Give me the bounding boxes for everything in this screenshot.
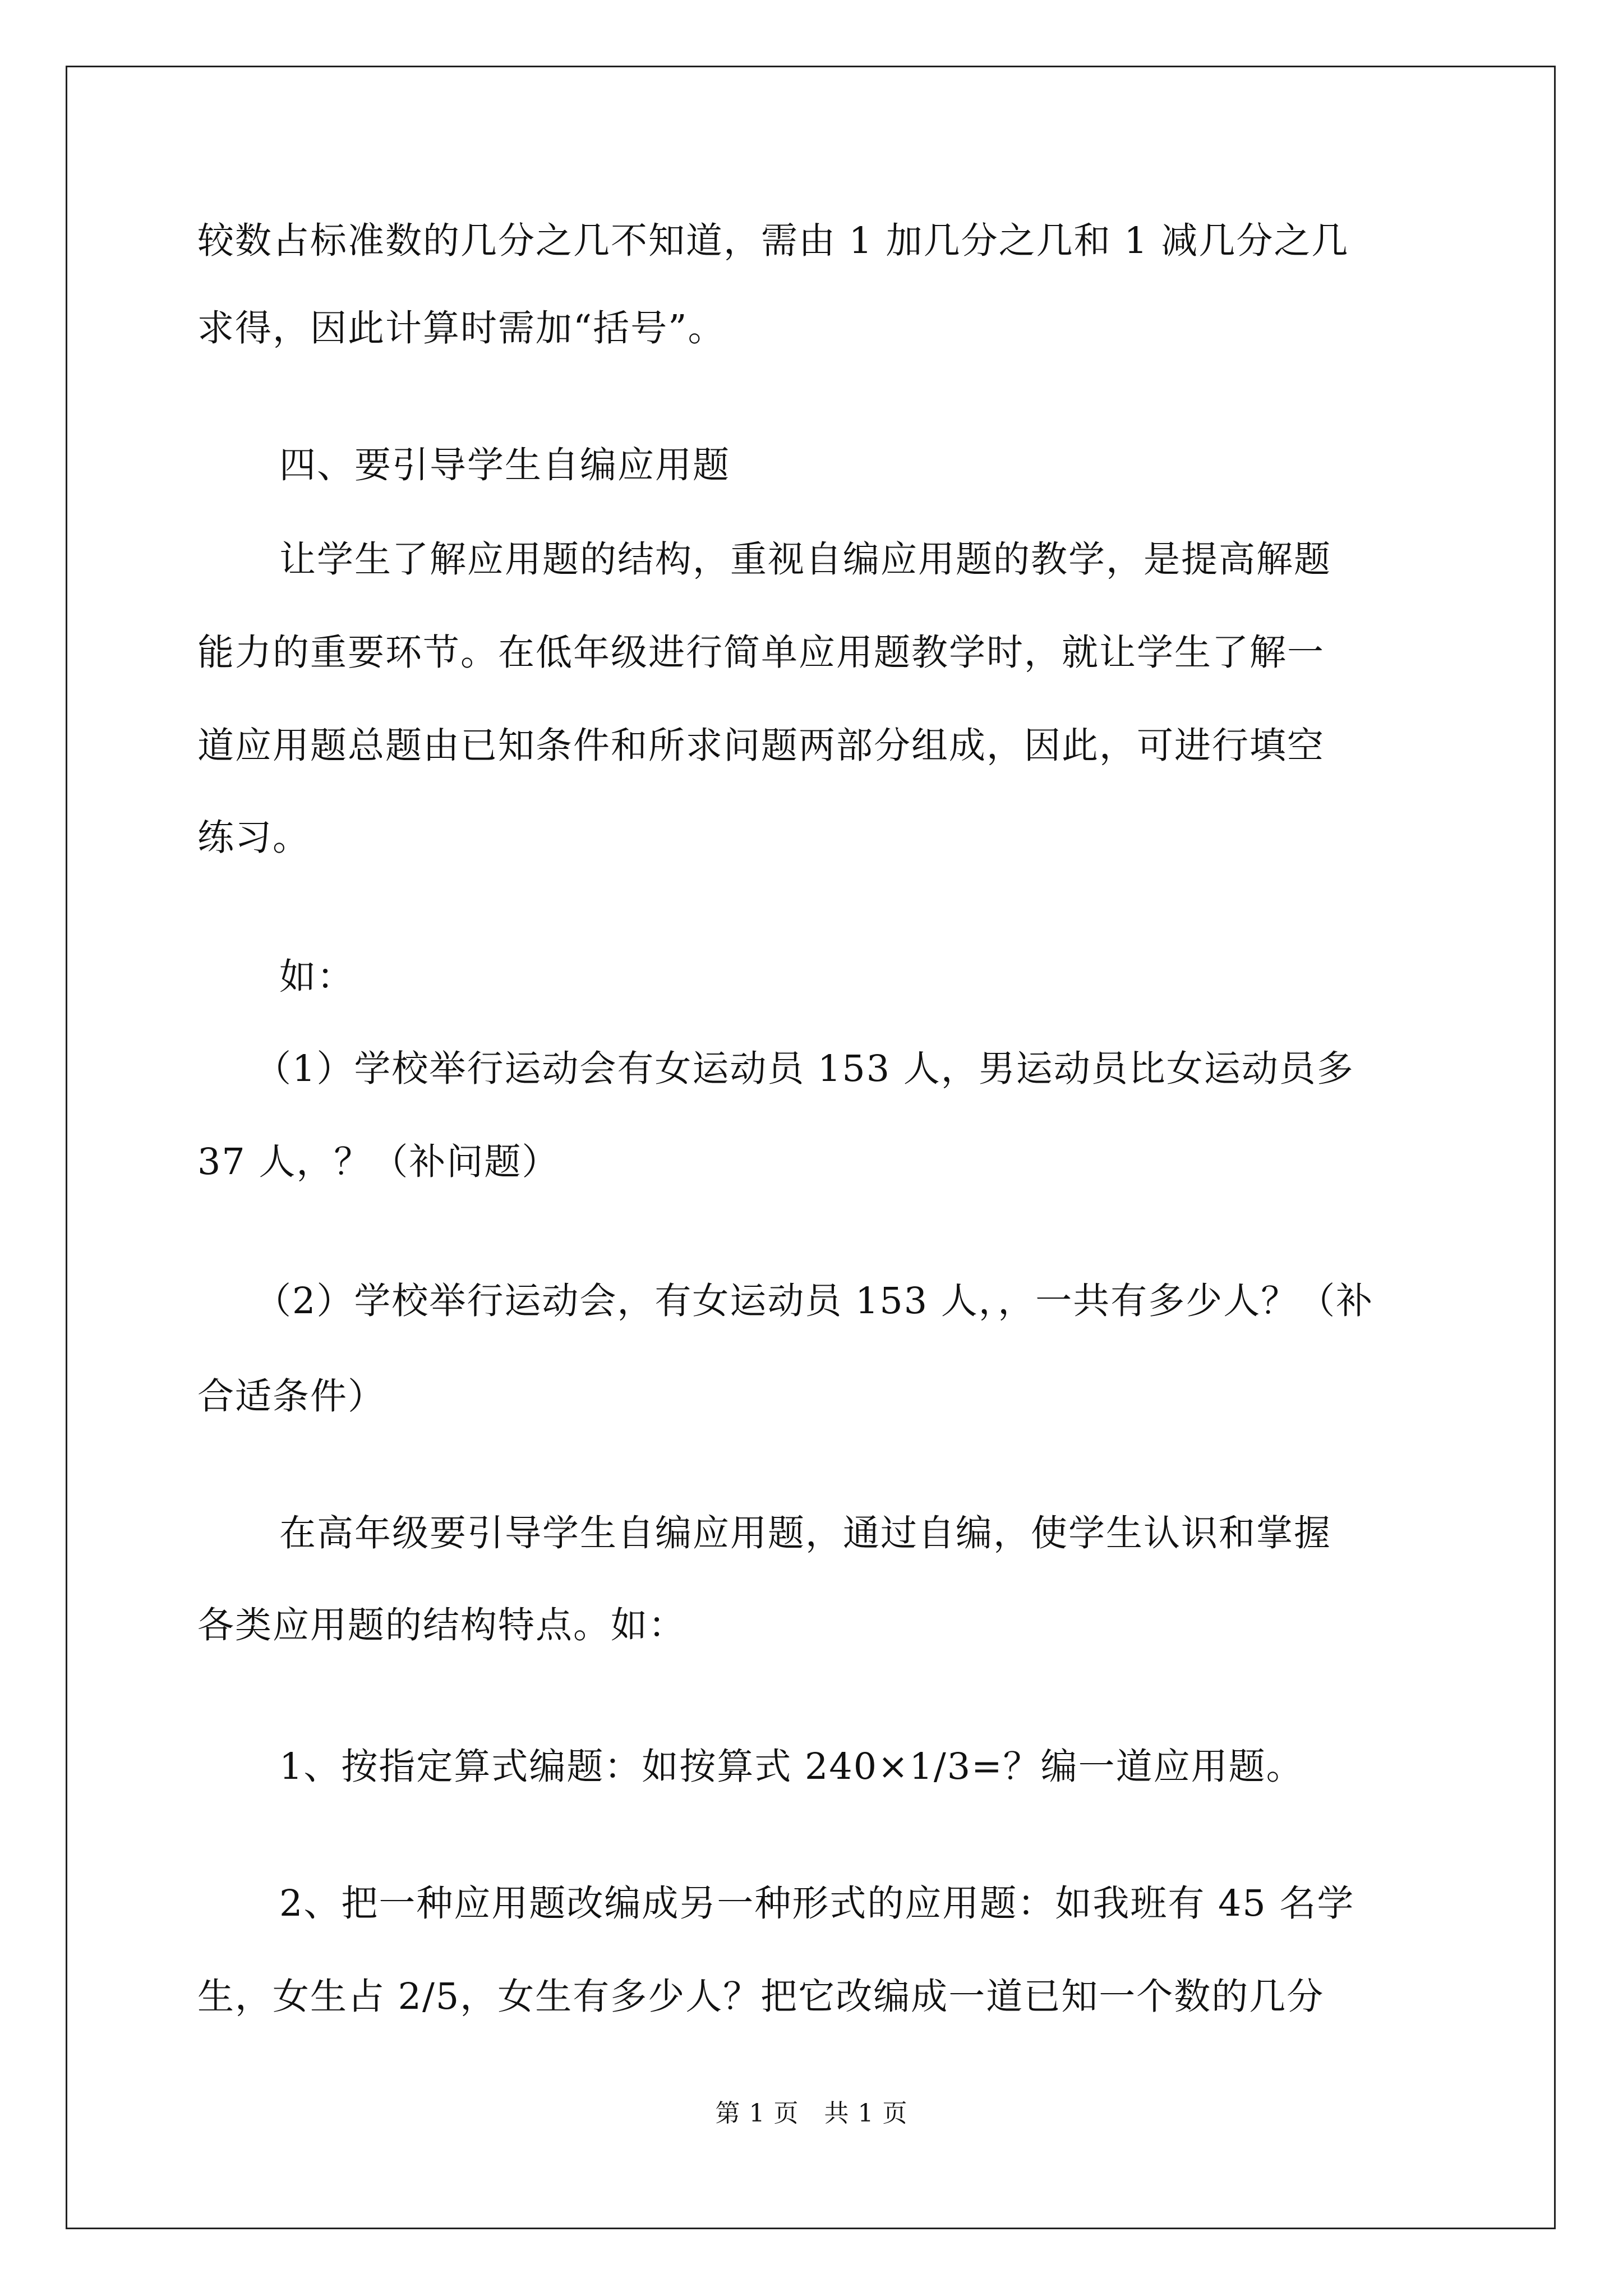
page-number: 第 1 页 共 1 页 — [715, 2099, 908, 2128]
text-line: 2、把一种应用题改编成另一种形式的应用题：如我班有 45 名学 — [279, 1883, 1355, 1925]
text-line: 37 人，？（补问题） — [197, 1141, 560, 1183]
text-line: 让学生了解应用题的结构，重视自编应用题的教学，是提高解题 — [279, 539, 1332, 581]
text-line: 1、按指定算式编题：如按算式 240×1/3=？编一道应用题。 — [279, 1746, 1304, 1788]
text-line: （2）学校举行运动会，有女运动员 153 人，，一共有多少人？（补 — [255, 1280, 1374, 1322]
text-line: 合适条件） — [197, 1375, 386, 1418]
text-line: 如： — [279, 956, 355, 998]
section-heading: 四、要引导学生自编应用题 — [279, 444, 731, 486]
text-line: （1）学校举行运动会有女运动员 153 人，男运动员比女运动员多 — [255, 1048, 1354, 1090]
text-line: 能力的重要环节。在低年级进行简单应用题教学时，就让学生了解一 — [197, 632, 1325, 674]
text-line: 练习。 — [197, 817, 311, 859]
text-line: 各类应用题的结构特点。如： — [197, 1604, 686, 1646]
text-line: 道应用题总题由已知条件和所求问题两部分组成，因此，可进行填空 — [197, 725, 1325, 767]
text-line: 生，女生占 2/5，女生有多少人？把它改编成一道已知一个数的几分 — [197, 1976, 1325, 2018]
text-line: 在高年级要引导学生自编应用题，通过自编，使学生认识和掌握 — [279, 1512, 1332, 1554]
text-line: 求得，因此计算时需加“括号”。 — [197, 307, 726, 349]
text-line: 较数占标准数的几分之几不知道，需由 1 加几分之几和 1 减几分之几 — [197, 220, 1349, 262]
